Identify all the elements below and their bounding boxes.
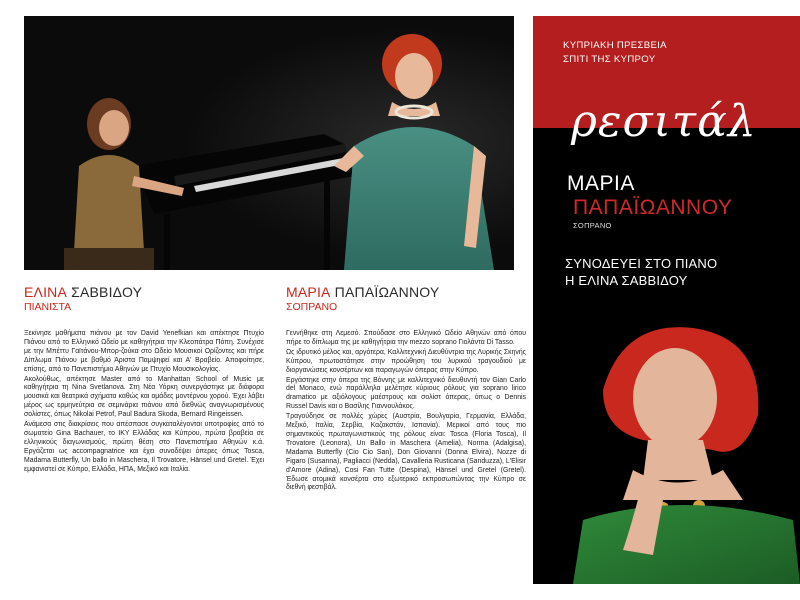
pianist-last-name: ΣΑΒΒΙΔΟΥ (71, 284, 143, 300)
performance-photo (24, 16, 514, 270)
soprano-column (286, 284, 526, 494)
soprano-portrait-photo (563, 320, 800, 584)
soprano-bio (286, 330, 526, 493)
pianist-first-name: ΕΛΙΝΑ (24, 284, 68, 300)
soprano-bio-paragraph: Τραγούδησε σε πολλές χώρες (Αυστρία, Βουλγαρία, Γερμανία, Ελλάδα, Μεξικό, Ιταλία, Σερβία, Καζακστάν, Ισπανία). Μερικοί από τους πιο σημαντικούς πρωταγωνιστικούς της ρόλους είναι: Tosca (Floria Tosca), Il Trovatore (Leonora), Un Ballo in Maschera (Amelia), Norma (Adalgisa), Madama Butterfly (Cio Cio San), Don Giovanni (Donna Elvira), Nozze di Figaro (Susanna), Pagliacci (Nedda), Cavalleria Rusticana (Sanduzza), L'Elisir d'Amore (Adina), Cosi Fan Tutte (Despina), Hänsel und Gretel (Gretel). Έδωσε ατομικά κονσέρτα στο εξωτερικό εκπροσωπώντας την Κύπρο σε διεθνή φεστιβάλ. (286, 413, 526, 492)
accompaniment-line: ΣΥΝΟΔΕΥΕΙ ΣΤΟ ΠΙΑΝΟ (565, 256, 718, 271)
soprano-bio-paragraph: Γεννήθηκε στη Λεμεσό. Σπούδασε στο Ελληνικό Ωδείο Αθηνών από όπου πήρε το δίπλωμα της με καθηγήτρια την mezzo soprano Γιολάντα Di Tasso. (286, 330, 526, 346)
organizer-line: ΚΥΠΡΙΑΚΗ ΠΡΕΣΒΕΙΑ (563, 40, 667, 51)
performer-first-name: ΜΑΡΙΑ (567, 172, 635, 195)
pianist-role: ΠΙΑΝΙΣΤΑ (24, 301, 72, 313)
performer-last-name: ΠΑΠΑΪΩΑΝΝΟΥ (573, 196, 733, 219)
soprano-bio-paragraph: Εργάστηκε στην όπερα της Βόννης με καλλιτεχνικό διευθυντή τον Gian Carlo del Monaco, ενώ παράλληλα μελέτησε κύριους ρόλους για soprano lirico dramatico με αξιόλογους μαέστρους και σολίστ όπερας, όπως ο Dennis Russel Davis και ο Βασίλης Γιαννουλάκος. (286, 376, 526, 411)
cover-panel (533, 16, 800, 584)
soprano-first-name: ΜΑΡΙΑ (286, 284, 331, 300)
soprano-last-name: ΠΑΠΑΪΩΑΝΝΟΥ (334, 284, 440, 300)
venue-line: ΣΠΙΤΙ ΤΗΣ ΚΥΠΡΟΥ (563, 54, 656, 65)
pianist-column (24, 284, 264, 476)
performer-role: ΣΟΠΡΑΝΟ (573, 221, 612, 230)
soprano-name (286, 284, 526, 300)
pianist-bio (24, 330, 264, 475)
soprano-role: ΣΟΠΡΑΝΟ (286, 301, 338, 313)
pianist-bio-paragraph: Ανάμεσα στις διακρίσεις που απέσπασε συγκαταλέγονται υποτροφίες από το σωματείο Gina Bachauer, το ΙΚΥ Ελλάδας και Κύπρου, πρώτα βραβεία σε ελληνικούς διαγωνισμούς, πρώτη θέση στο Πανεπιστήμιο Αθηνών κ.ά. Εργάζεται ως accompagnatrice και έχει συνοδέψει όπερες όπως Tosca, Madama Butterfly, Un ballo in Maschera, Il Trovatore, Hänsel und Gretel. Έχει εμφανιστεί σε Κύπρο, Ελλάδα, ΗΠΑ, Μεξικό και Ιταλία. (24, 421, 264, 473)
event-title: ρεσιτάλ (571, 96, 757, 147)
pianist-bio-paragraph: Ξεκίνησε μαθήματα πιάνου με τον David Yenefkian και απέκτησε Πτυχίο Πιάνου από το Ελληνικό Ωδείο με καθηγήτρια την Κλεοπάτρα Πόπη. Συνέχισε με την Μπέττυ Γαϊτάνου-Μπορ-ζούκα στο Ωδείο Μουσικοί Ορίζοντες και πήρε Δίπλωμα Πιάνου με βαθμό Άριστα Παμψηφεί και Α' Βραβείο. Αποφοίτησε, επίσης, από το Πανεπιστήμιο Αθηνών με Πτυχίο Μουσικολογίας. (24, 330, 264, 373)
accompanist-name: Η ΕΛΙΝΑ ΣΑΒΒΙΔΟΥ (565, 273, 688, 288)
soprano-bio-paragraph: Ως ιδρυτικό μέλος και, αργότερα, Καλλιτεχνική Διευθύντρια της Λυρικής Σκηνής Κύπρου, πρωτοστάτησε στην προώθηση του λυρικού τραγουδιού με διοργανώσεις κονσέρτων και παραγωγών όπερας στην Κύπρο. (286, 348, 526, 374)
pianist-name (24, 284, 264, 300)
pianist-bio-paragraph: Ακολούθως, απέκτησε Master από το Manhattan School of Music με καθηγήτρια τη Nina Svetlanova. Στη Νέα Υόρκη συνεργάστηκε με διάφορα μουσικά και θεατρικά σχήματα καθώς και ομάδες μοντέρνου χορού. Έχει λάβει μέρος ως ερμηνεύτρια σε σεμινάρια πιάνου από διεθνώς αναγνωρισμένους σολίστες, όπως Nikolai Petrof, Paul Badura Skoda, Bernard Ringeissen. (24, 375, 264, 419)
